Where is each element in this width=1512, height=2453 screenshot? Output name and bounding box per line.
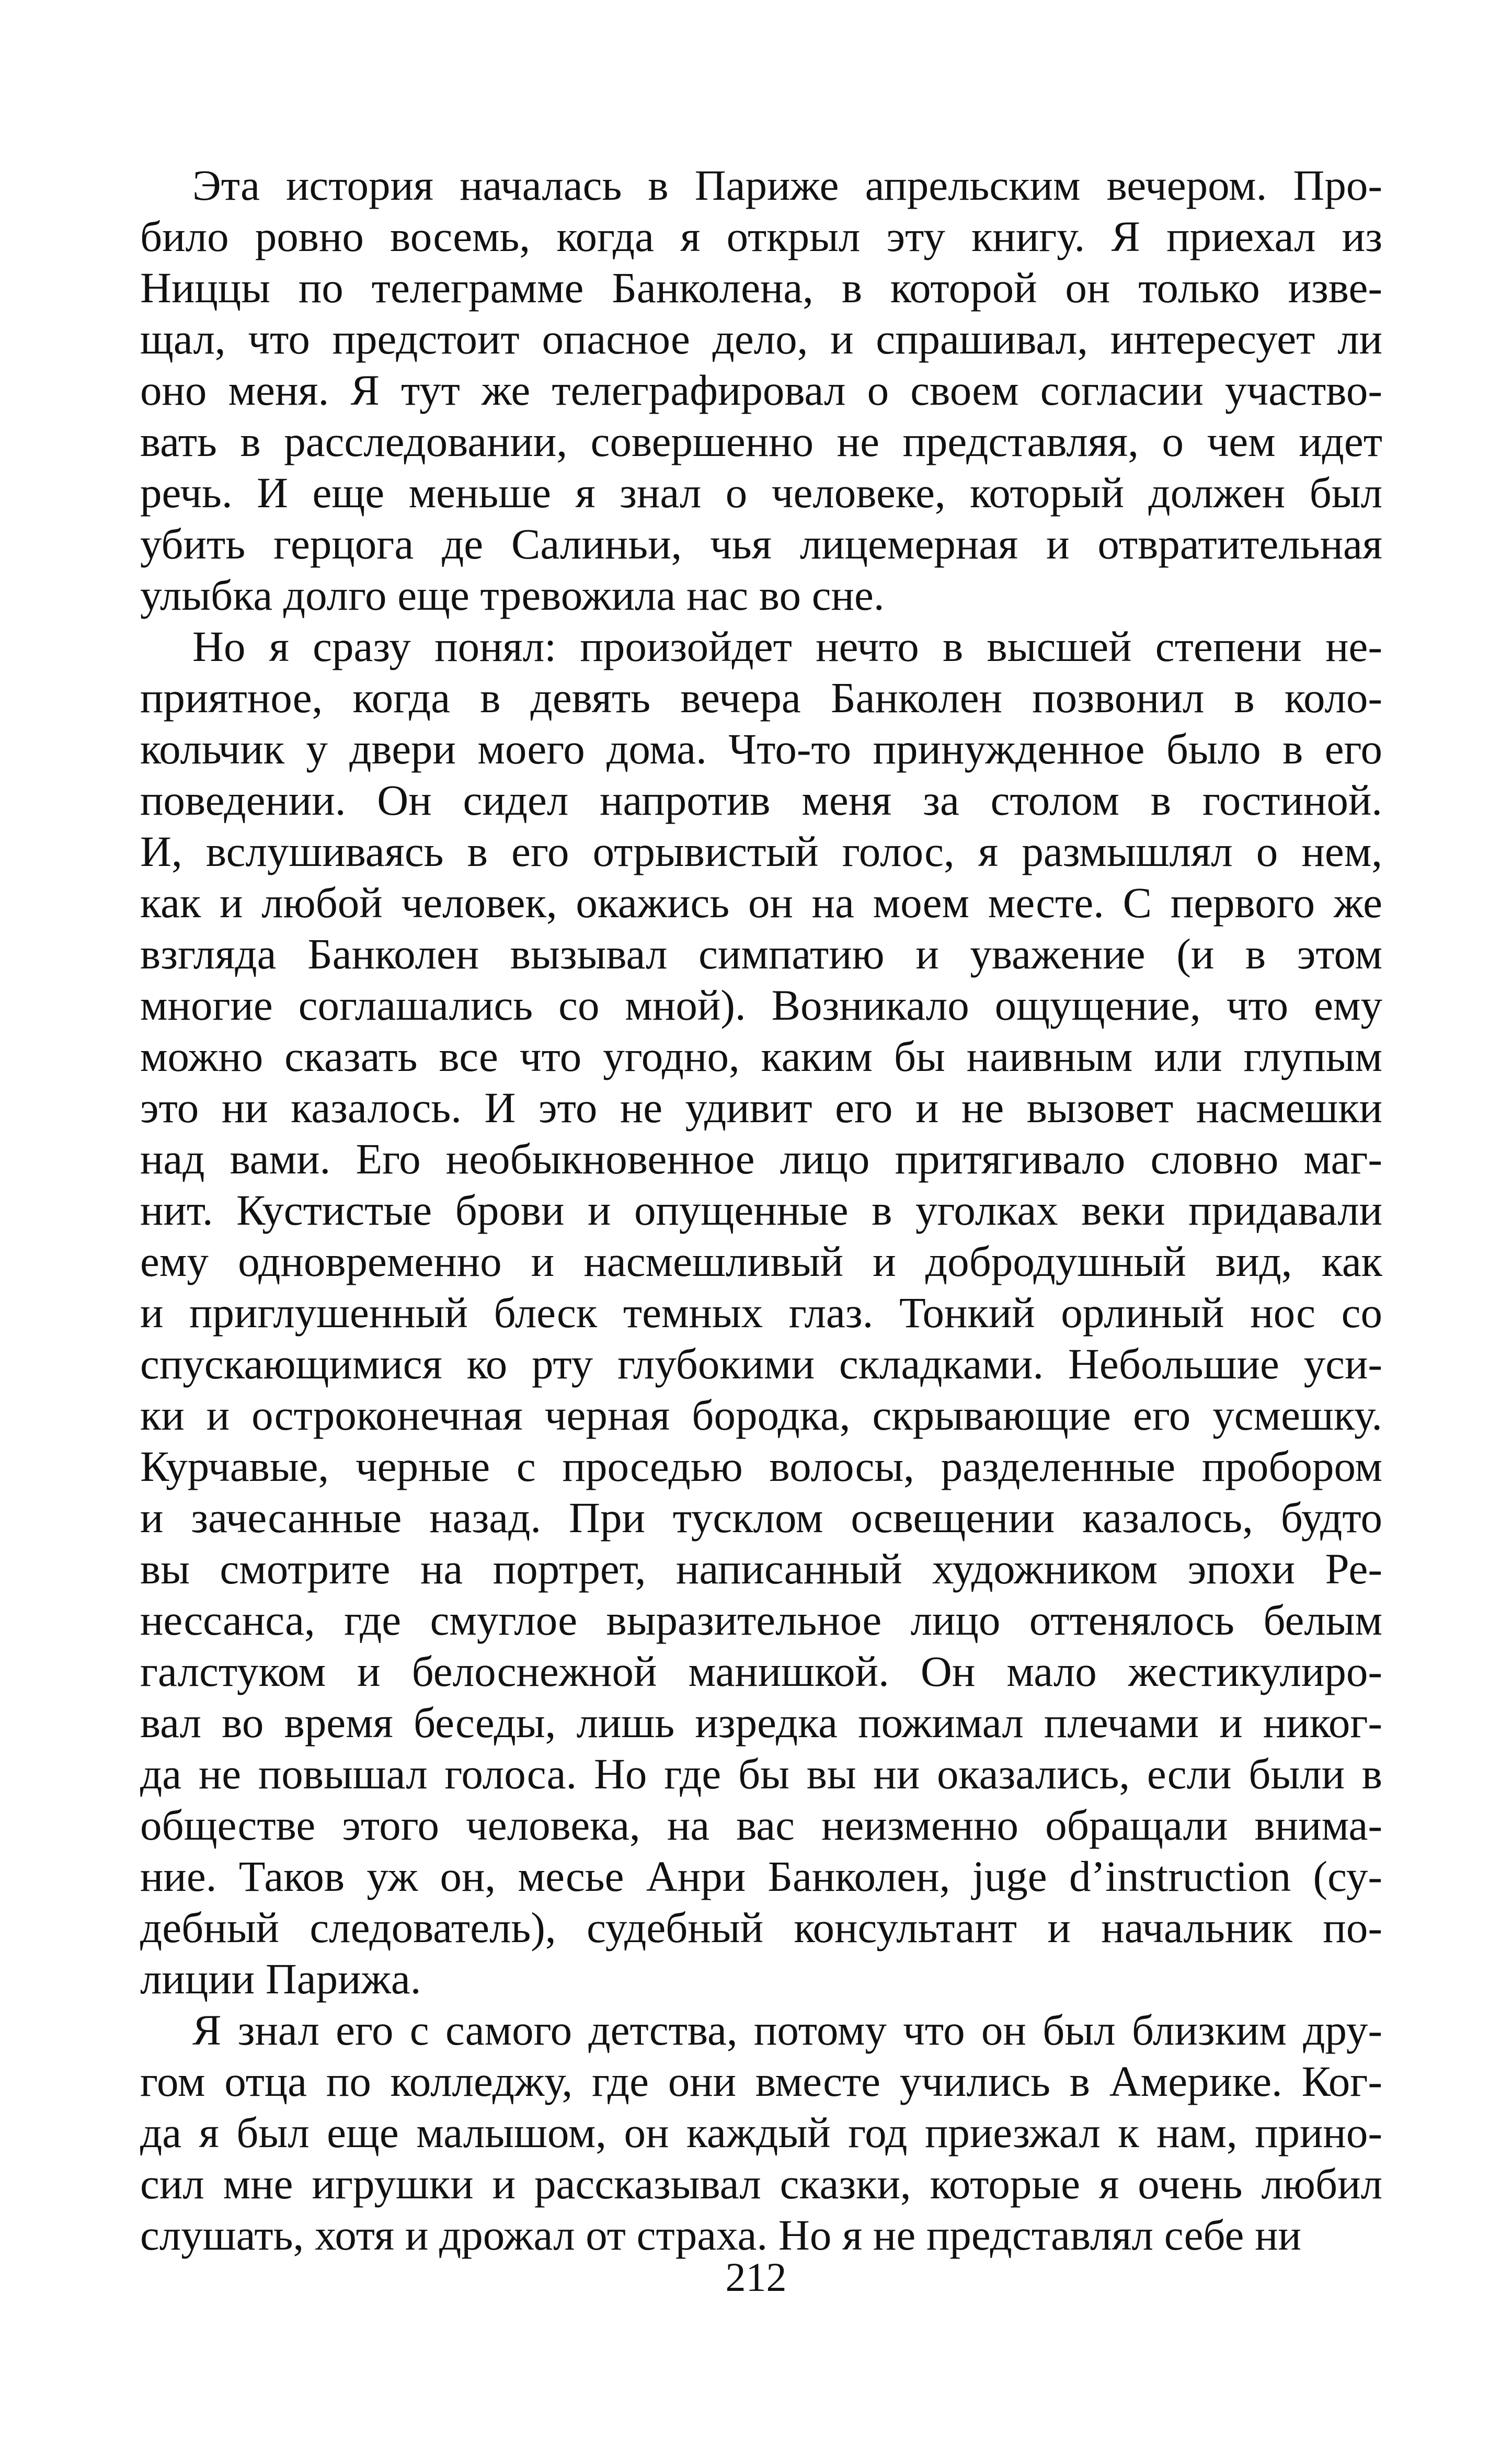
text-line: можно сказать все что угодно, каким бы наивным или глупым <box>140 1032 1382 1080</box>
text-line: слушать, хотя и дрожал от страха. Но я не представлял себе ни <box>140 2211 1301 2259</box>
text-line: как и любой человек, окажись он на моем месте. С первого же <box>140 878 1382 927</box>
text-line: вать в расследовании, совершенно не представляя, о чем идет <box>140 417 1382 465</box>
text-line: Я знал его с самого детства, потому что он был близким дру- <box>192 2006 1382 2054</box>
text-line: било ровно восемь, когда я открыл эту книгу. Я приехал из <box>140 212 1382 260</box>
text-line: убить герцога де Салиньи, чья лицемерная и отвратительная <box>140 520 1382 568</box>
text-line: ние. Таков уж он, месье Анри Банколен, juge d’instruction (су- <box>140 1852 1382 1900</box>
text-line: да не повышал голоса. Но где бы вы ни оказались, если были в <box>140 1750 1382 1798</box>
text-line: приятное, когда в девять вечера Банколен позвонил в коло- <box>140 674 1382 722</box>
text-line: ему одновременно и насмешливый и добродушный вид, как <box>140 1237 1382 1285</box>
text-line: лиции Парижа. <box>140 1955 421 2003</box>
text-line: вы смотрите на портрет, написанный художником эпохи Ре- <box>140 1545 1382 1593</box>
text-line: и зачесанные назад. При тусклом освещении казалось, будто <box>140 1493 1382 1542</box>
paragraph <box>140 159 1382 621</box>
text-line: это ни казалось. И это не удивит его и не вызовет насмешки <box>140 1083 1382 1132</box>
text-line: кольчик у двери моего дома. Что-то принужденное было в его <box>140 725 1382 773</box>
text-line: нит. Кустистые брови и опущенные в уголках веки придавали <box>140 1186 1382 1234</box>
text-line: и приглушенный блеск темных глаз. Тонкий орлиный нос со <box>140 1288 1382 1337</box>
text-line: да я был еще малышом, он каждый год приезжал к нам, прино- <box>140 2108 1382 2157</box>
text-line: вал во время беседы, лишь изредка пожимал плечами и никог- <box>140 1698 1382 1747</box>
text-line: нессанса, где смуглое выразительное лицо оттенялось белым <box>140 1596 1382 1644</box>
text-line: И, вслушиваясь в его отрывистый голос, я размышлял о нем, <box>140 827 1382 875</box>
text-line: гом отца по колледжу, где они вместе учились в Америке. Ког- <box>140 2057 1382 2105</box>
text-line: поведении. Он сидел напротив меня за столом в гостиной. <box>140 776 1382 824</box>
paragraph <box>140 621 1382 2004</box>
text-line: Но я сразу понял: произойдет нечто в высшей степени не- <box>192 622 1382 670</box>
text-line: оно меня. Я тут же телеграфировал о своем согласии участво- <box>140 366 1382 414</box>
text-line: над вами. Его необыкновенное лицо притягивало словно маг- <box>140 1135 1382 1183</box>
text-line: щал, что предстоит опасное дело, и спрашивал, интересует ли <box>140 315 1382 363</box>
page-number: 212 <box>725 2254 787 2300</box>
text-line: речь. И еще меньше я знал о человеке, который должен был <box>140 469 1382 517</box>
text-line: сил мне игрушки и рассказывал сказки, которые я очень любил <box>140 2160 1382 2208</box>
paragraph <box>140 2004 1382 2261</box>
text-line: улыбка долго еще тревожила нас во сне. <box>140 571 885 619</box>
text-line: Ниццы по телеграмме Банколена, в которой он только изве- <box>140 264 1382 312</box>
text-line: многие соглашались со мной). Возникало ощущение, что ему <box>140 981 1382 1029</box>
text-line: дебный следователь), судебный консультант и начальник по- <box>140 1903 1382 1952</box>
text-line: Эта история началась в Париже апрельским вечером. Про- <box>192 161 1382 209</box>
text-line: галстуком и белоснежной манишкой. Он мало жестикулиро- <box>140 1647 1382 1695</box>
body-text <box>140 159 1382 2261</box>
text-line: обществе этого человека, на вас неизменно обращали внима- <box>140 1801 1382 1849</box>
text-line: спускающимися ко рту глубокими складками. Небольшие уси- <box>140 1340 1382 1388</box>
text-line: взгляда Банколен вызывал симпатию и уважение (и в этом <box>140 930 1382 978</box>
text-line: ки и остроконечная черная бородка, скрывающие его усмешку. <box>140 1391 1382 1439</box>
text-line: Курчавые, черные с проседью волосы, разделенные пробором <box>140 1442 1382 1490</box>
